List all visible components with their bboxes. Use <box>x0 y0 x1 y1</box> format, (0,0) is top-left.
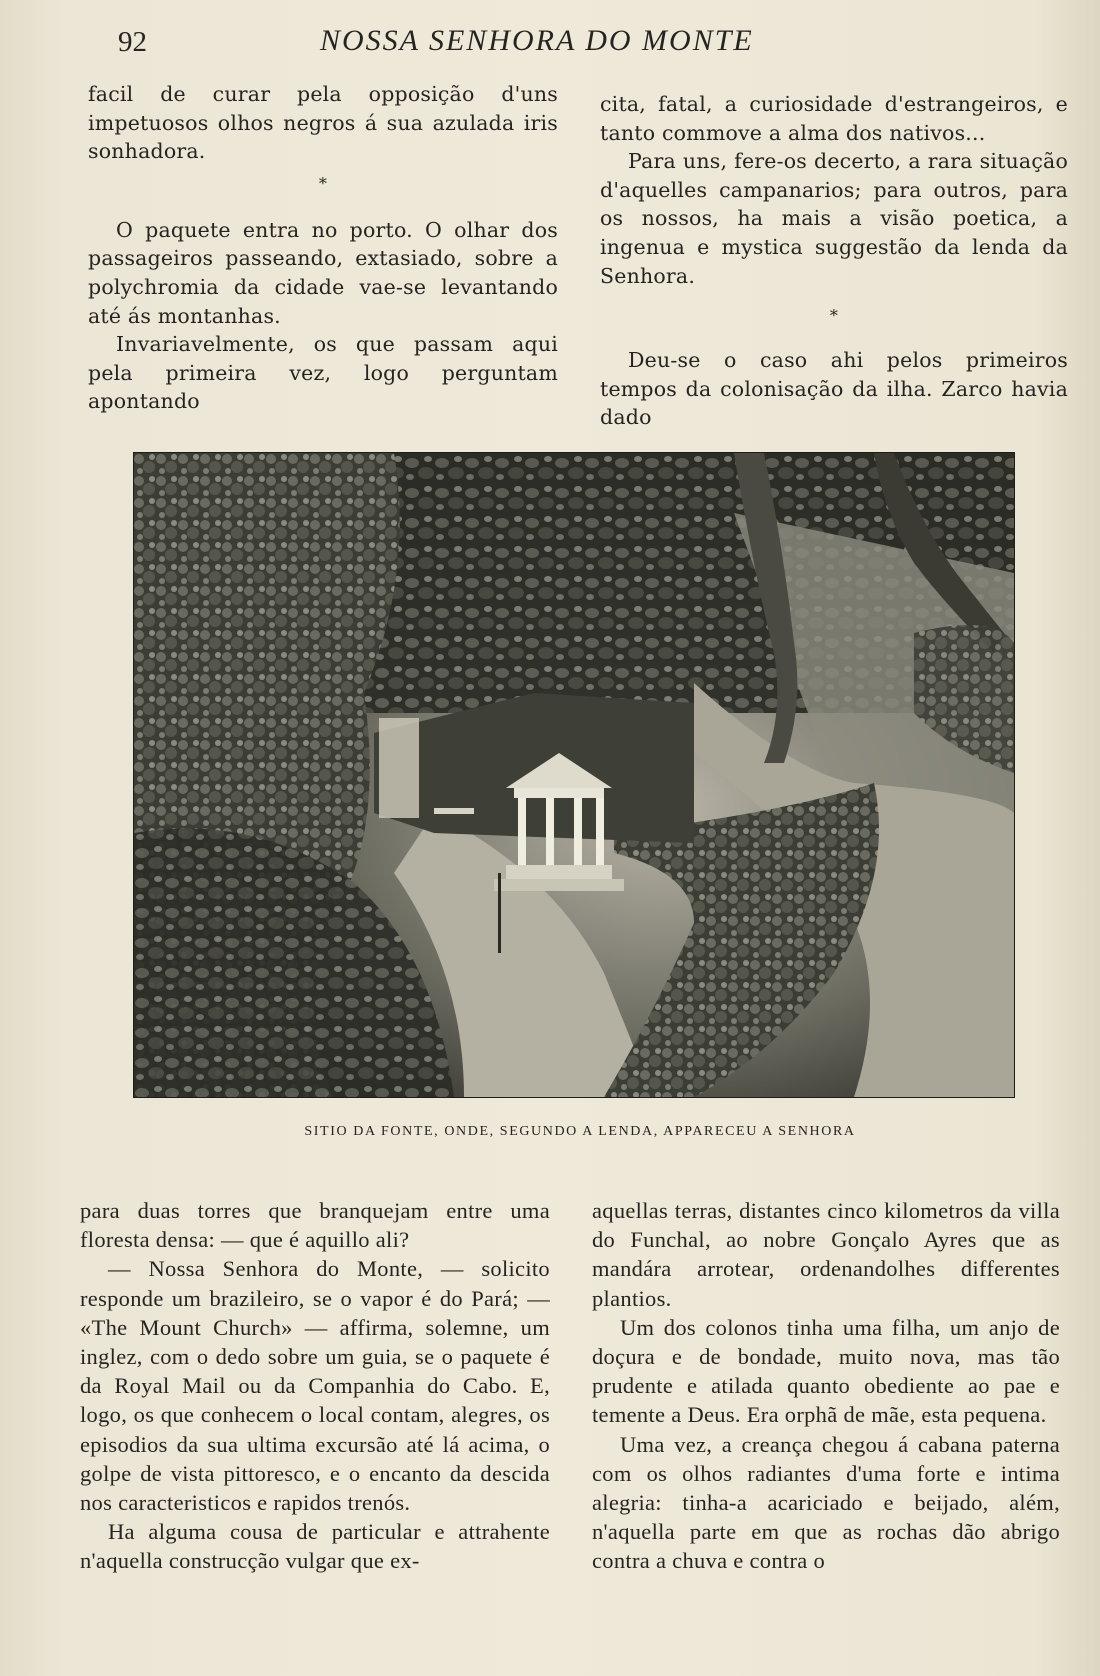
paragraph: Invariavelmente, os que passam aqui pela primeira vez, logo perguntam apontando <box>88 332 558 414</box>
bottom-right-column <box>592 1196 1060 1576</box>
paragraph: cita, fatal, a curiosidade d'estrangeiros, e tanto commove a alma dos nativos... <box>600 92 1068 145</box>
paragraph: Ha alguma cousa de particular e attrahente n'aquella construcção vulgar que ex- <box>80 1519 550 1574</box>
paragraph: Uma vez, a creança chegou á cabana paterna com os olhos radiantes d'uma forte e intima alegria: tinha-a acariciado e beijado, além, n'aquella parte em que as rochas dão abrigo contra a chuva e contra o <box>592 1431 1060 1574</box>
page-number: 92 <box>118 26 147 58</box>
bottom-left-column <box>80 1196 550 1576</box>
paragraph: facil de curar pela opposição d'uns impetuosos olhos negros á sua azulada iris sonhadora. <box>88 82 558 164</box>
running-title: NOSSA SENHORA DO MONTE <box>320 24 754 57</box>
section-break-asterisk: * <box>318 173 328 193</box>
page-header <box>0 20 1100 64</box>
paragraph: Deu-se o caso ahi pelos primeiros tempos da colonisação da ilha. Zarco havia dado <box>600 348 1068 430</box>
paragraph: O paquete entra no porto. O olhar dos passageiros passeando, extasiado, sobre a polychromia da cidade vae-se levantando até ás montanhas. <box>88 217 558 328</box>
garden-fountain-photograph <box>133 452 1015 1098</box>
top-right-column <box>600 90 1068 432</box>
section-break-asterisk: * <box>829 306 839 326</box>
paragraph: Um dos colonos tinha uma filha, um anjo de doçura e de bondade, muito nova, mas tão prudente e atilada quanto obediente ao pae e temente a Deus. Era orphã de mãe, esta pequena. <box>592 1314 1060 1428</box>
photo-illustration <box>134 453 1014 1097</box>
top-left-column <box>88 80 558 416</box>
paragraph: para duas torres que branquejam entre uma floresta densa: — que é aquillo ali? <box>80 1198 550 1253</box>
paragraph: aquellas terras, distantes cinco kilometros da villa do Funchal, ao nobre Gonçalo Ayres que as mandára arrotear, ordenandolhes differentes plantios. <box>592 1198 1060 1311</box>
paragraph: — Nossa Senhora do Monte, — solicito responde um brazileiro, se o vapor é do Pará; — «The Mount Church» — affirma, solemne, um inglez, com o dedo sobre um guia, se o paquete é da Royal Mail ou da Companhia do Cabo. E, logo, os que conhecem o local contam, alegres, os episodios da sua ultima excursão até lá acima, o golpe de vista pittoresco, e o encanto da descida nos caracteristicos e rapidos trenós. <box>80 1256 550 1516</box>
photo-caption: SITIO DA FONTE, ONDE, SEGUNDO A LENDA, APPARECEU A SENHORA <box>304 1124 856 1139</box>
paragraph: Para uns, fere-os decerto, a rara situação d'aquelles campanarios; para outros, para os nossos, ha mais a visão poetica, a ingenua e mystica suggestão da lenda da Senhora. <box>600 149 1068 288</box>
